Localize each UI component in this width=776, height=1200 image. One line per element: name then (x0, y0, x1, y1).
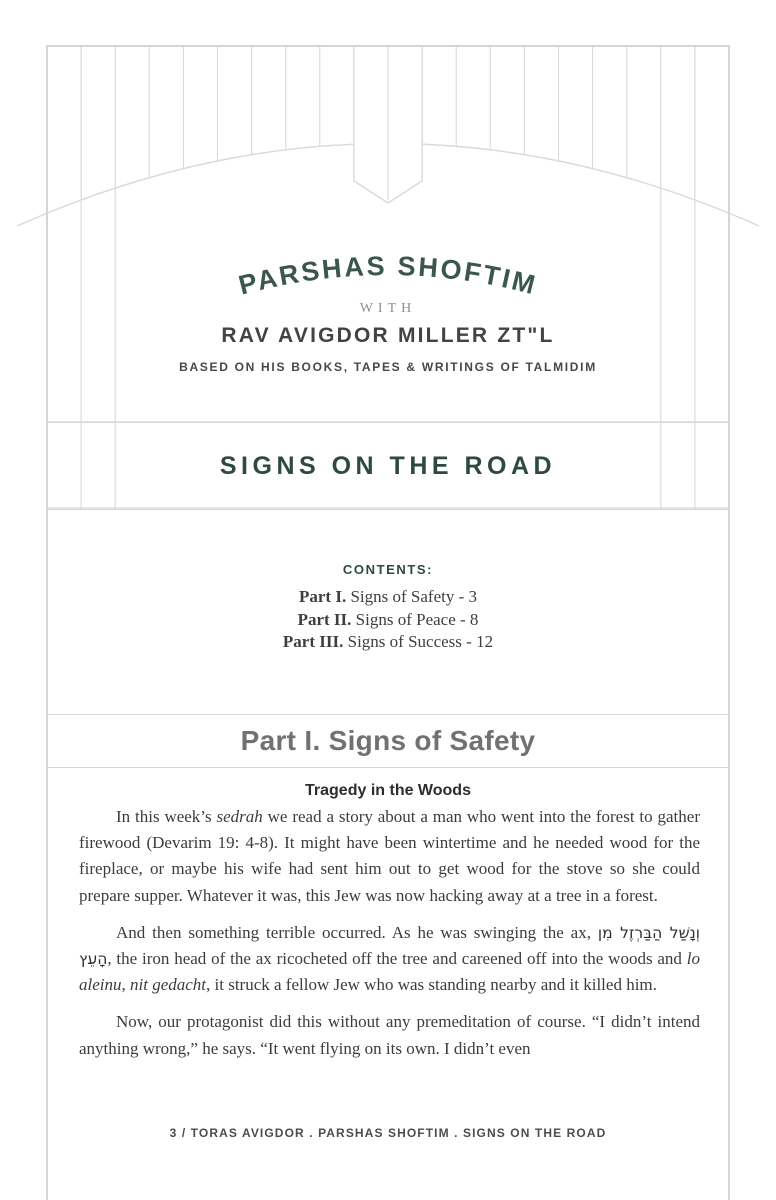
contents-entry-text: Signs of Peace - 8 (351, 609, 479, 629)
masthead-tagline: BASED ON HIS BOOKS, TAPES & WRITINGS OF TALMIDIM (179, 360, 597, 374)
paragraph: Now, our protagonist did this without any premeditation of course. “I didn’t intend anything wrong,” he says. “It went flying on its own. I didn’t even (79, 1012, 700, 1058)
series-arc-text: PARSHAS SHOFTIM (235, 250, 541, 301)
contents-entry-label: Part II. (297, 609, 352, 629)
page-footer: 3 / TORAS AVIGDOR . PARSHAS SHOFTIM . SIGNS ON THE ROAD (169, 1126, 607, 1140)
contents-entry-2 (47, 609, 729, 632)
paragraph: And then something terrible occurred. As he was swinging the ax, וְנָשַׁל הַבַּרְזֶל מִן הָעֵץ, the iron head of the ax ricocheted off the tree and careened off into the woods and lo aleinu, nit gedacht, it struck a fellow Jew who was standing nearby and it killed him. (79, 922, 700, 995)
contents-entry-label: Part I. (298, 587, 347, 606)
contents-entry-text: Signs of Success - 12 (343, 632, 494, 651)
section-heading-band (47, 714, 729, 768)
contents-block (47, 562, 729, 654)
issue-title: SIGNS ON THE ROAD (219, 451, 557, 480)
with-label: WITH (359, 301, 417, 316)
issue-title-band (47, 422, 729, 510)
contents-heading: CONTENTS: (342, 562, 434, 577)
contents-entry-text: Signs of Safety - 3 (346, 587, 477, 606)
section-heading: Part I. Signs of Safety (240, 725, 536, 756)
contents-entry-label: Part III. (282, 632, 344, 651)
author-name: RAV AVIGDOR MILLER ZT"L (221, 324, 555, 347)
contents-entry-1 (47, 586, 729, 609)
contents-entry-3 (47, 631, 729, 654)
article-body (79, 804, 700, 1062)
article-subheading: Tragedy in the Woods (305, 782, 471, 799)
svg-text:PARSHAS SHOFTIM (236, 251, 541, 301)
paragraph: In this week’s sedrah we read a story about a man who went into the forest to gather firewood (Devarim 19: 4-8). It might have been wintertime and he needed wood for the fireplace, or maybe his wife had sent him out to get wood for the stove so she could prepare supper. Whatever it was, this Jew was now hacking away at a tree in a forest. (79, 807, 700, 905)
